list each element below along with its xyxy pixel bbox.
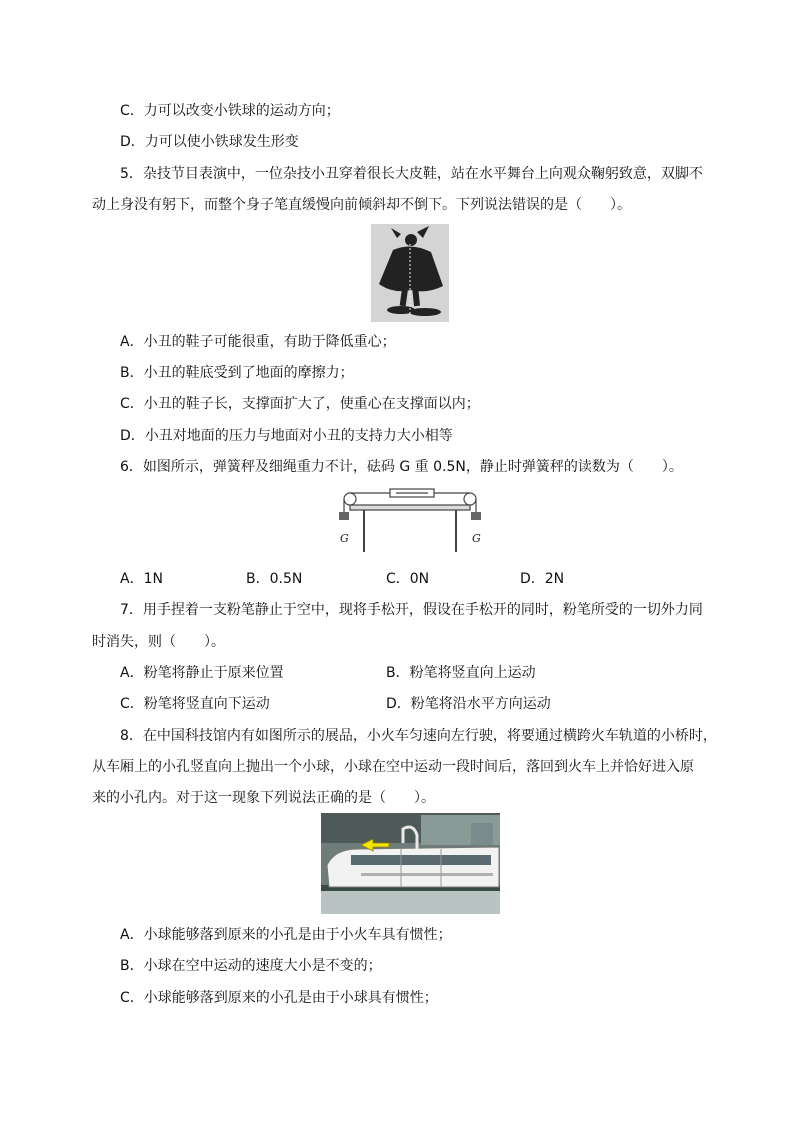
q6-stem: 6．如图所示，弹簧秤及细绳重力不计，砝码 G 重 0.5N，静止时弹簧秤的读数为（ ）。 bbox=[120, 459, 683, 475]
clown-illustration bbox=[371, 224, 449, 322]
q7-stem-line2: 时消失，则（ ）。 bbox=[92, 634, 225, 650]
q5-stem-line1: 5．杂技节目表演中，一位杂技小丑穿着很长大皮鞋，站在水平舞台上向观众鞠躬致意，双脚不 bbox=[120, 166, 703, 182]
q6-option-d: D．2N bbox=[520, 571, 565, 587]
q5-option-b: B．小丑的鞋底受到了地面的摩擦力； bbox=[120, 365, 354, 381]
q6-option-c: C．0N bbox=[386, 571, 430, 587]
q5-option-a: A．小丑的鞋子可能很重，有助于降低重心； bbox=[120, 334, 396, 350]
q8-stem-line3: 来的小孔内。对于这一现象下列说法正确的是（ ）。 bbox=[92, 790, 435, 806]
q8-stem-line2: 从车厢上的小孔竖直向上抛出一个小球，小球在空中运动一段时间后，落回到火车上并恰好进入原 bbox=[92, 759, 694, 775]
q5-option-c: C．小丑的鞋子长，支撑面扩大了，使重心在支撑面以内； bbox=[120, 396, 480, 412]
q8-option-c: C．小球能够落到原来的小孔是由于小球具有惯性； bbox=[120, 990, 438, 1006]
q4-option-d: D．力可以使小铁球发生形变 bbox=[120, 134, 299, 150]
train-exhibit-photo bbox=[321, 813, 500, 914]
spring-scale-figure bbox=[330, 484, 490, 556]
q7-option-a: A．粉笔将静止于原来位置 bbox=[120, 665, 284, 681]
q5-option-d: D．小丑对地面的压力与地面对小丑的支持力大小相等 bbox=[120, 428, 453, 444]
q7-stem-line1: 7．用手捏着一支粉笔静止于空中，现将手松开，假设在手松开的同时，粉笔所受的一切外力同 bbox=[120, 602, 703, 618]
q8-option-b: B．小球在空中运动的速度大小是不变的； bbox=[120, 958, 382, 974]
q8-option-a: A．小球能够落到原来的小孔是由于小火车具有惯性； bbox=[120, 927, 452, 943]
spring-scale-diagram bbox=[330, 484, 490, 556]
clown-figure bbox=[371, 224, 449, 322]
q6-option-a: A．1N bbox=[120, 571, 163, 587]
q5-stem-line2: 动上身没有躬下，而整个身子笔直缓慢向前倾斜却不倒下。下列说法错误的是（ ）。 bbox=[92, 197, 631, 213]
weight-label-left: G bbox=[340, 532, 349, 545]
q7-option-b: B．粉笔将竖直向上运动 bbox=[386, 665, 536, 681]
q4-option-c: C．力可以改变小铁球的运动方向； bbox=[120, 103, 340, 119]
train-illustration bbox=[321, 813, 500, 914]
q7-option-c: C．粉笔将竖直向下运动 bbox=[120, 696, 270, 712]
q8-stem-line1: 8．在中国科技馆内有如图所示的展品，小火车匀速向左行驶，将要通过横跨火车轨道的小桥时， bbox=[120, 728, 717, 744]
weight-label-right: G bbox=[472, 532, 481, 545]
q6-option-b: B．0.5N bbox=[246, 571, 303, 587]
q7-option-d: D．粉笔将沿水平方向运动 bbox=[386, 696, 551, 712]
